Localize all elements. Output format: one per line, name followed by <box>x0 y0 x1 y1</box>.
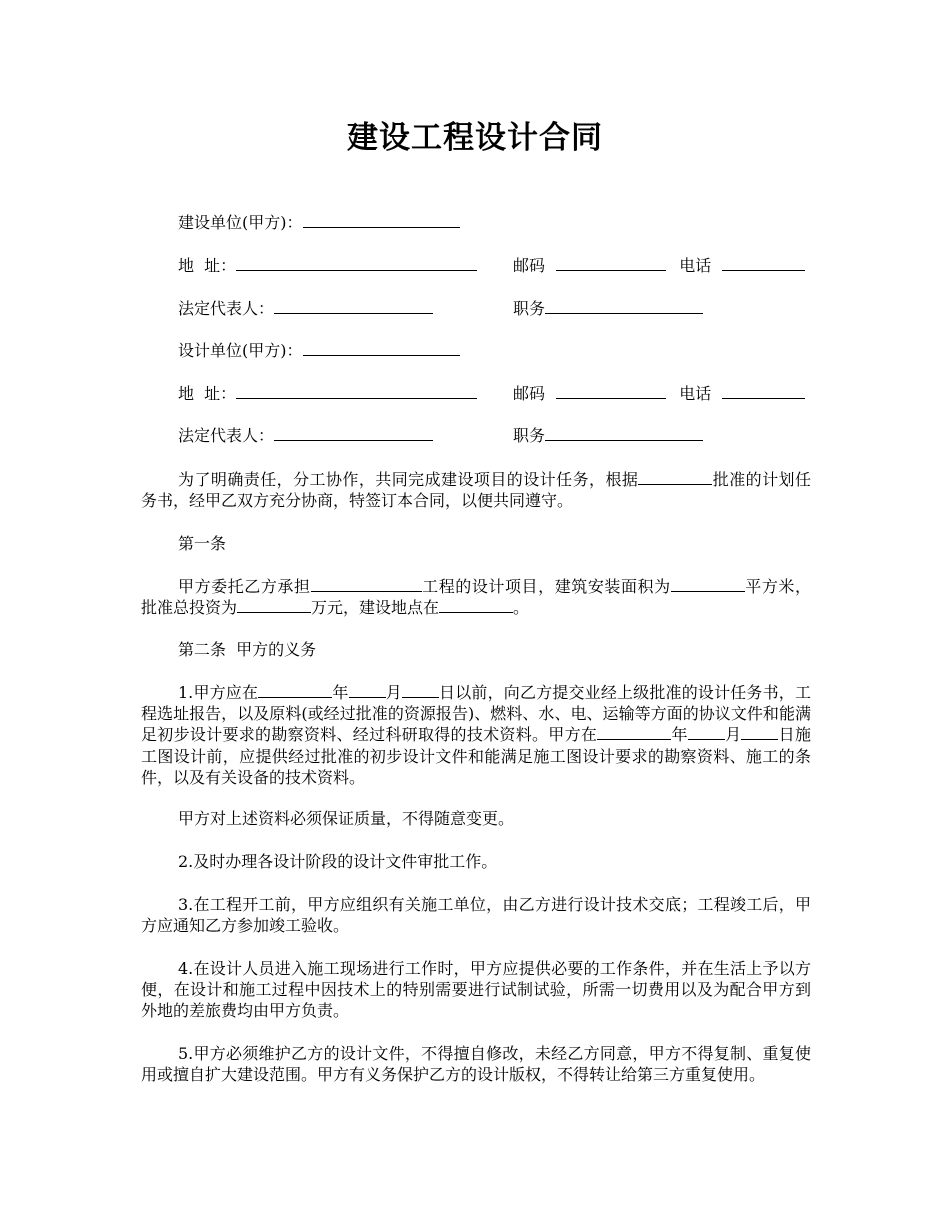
party-b-unit-row <box>178 341 460 361</box>
item1-text-f: 月 <box>724 725 742 745</box>
article2-heading-text: 第二条 甲方的义务 <box>178 640 317 659</box>
party-b-phone-blank[interactable] <box>722 384 805 399</box>
party-a-postcode-row <box>513 256 805 276</box>
area-blank[interactable] <box>671 577 745 592</box>
project-name-blank[interactable] <box>311 577 422 592</box>
article2-item4 <box>141 958 811 1022</box>
article1-text-d: 万元，建设地点在 <box>311 598 440 618</box>
article2-quality <box>141 808 811 829</box>
article1-paragraph <box>141 576 811 618</box>
item1-year2-blank[interactable] <box>597 725 671 740</box>
party-a-unit-blank[interactable] <box>303 213 460 228</box>
item1-text-d: 日以前，向乙方提交业经上级批准的设计任务书，工程选址报告，以及原料(或经过批准的资源报告)、燃料、水、电、运输等方面的协议文件和能满足初步设计要求的勘察资料、经过科研取得的技术资料。甲方在 <box>141 683 811 745</box>
document-title: 建设工程设计合同 <box>347 120 603 156</box>
item5-text: 5.甲方必须维护乙方的设计文件，不得擅自修改，未经乙方同意，甲方不得复制、重复使用或擅自扩大建设范围。甲方有义务保护乙方的设计版权，不得转让给第三方重复使用。 <box>141 1044 811 1085</box>
party-b-position-label: 职务 <box>513 426 546 445</box>
investment-blank[interactable] <box>237 598 311 613</box>
item1-text-e: 年 <box>671 725 688 745</box>
article2-heading <box>141 639 811 660</box>
party-a-rep-label: 法定代表人： <box>178 299 275 318</box>
article1-text-e: 。 <box>513 598 530 618</box>
party-a-address-blank[interactable] <box>236 256 477 271</box>
location-blank[interactable] <box>439 598 513 613</box>
party-a-position-label: 职务 <box>513 299 546 318</box>
item1-month2-blank[interactable] <box>688 725 725 740</box>
party-b-postcode-label: 邮码 <box>513 384 546 403</box>
article1-heading <box>141 533 811 554</box>
party-b-rep-blank[interactable] <box>274 426 433 441</box>
item1-text-a: 1.甲方应在 <box>178 683 259 702</box>
party-a-postcode-blank[interactable] <box>556 256 666 271</box>
preamble-paragraph <box>141 469 811 511</box>
article2-item5 <box>141 1043 811 1085</box>
party-b-unit-blank[interactable] <box>303 341 460 356</box>
item1-text-c: 月 <box>385 683 402 702</box>
article1-text-a: 甲方委托乙方承担 <box>178 577 311 596</box>
item1-day2-blank[interactable] <box>741 725 778 740</box>
party-b-position-row <box>513 426 703 446</box>
article1-heading-text: 第一条 <box>178 534 227 553</box>
party-a-address-row <box>178 256 477 276</box>
preamble-text-b: 批准的计划任务书，经甲乙双方充分协商，特签订本合同，以便共同遵守。 <box>141 470 811 511</box>
item1-month1-blank[interactable] <box>349 683 386 698</box>
party-a-unit-row <box>178 213 460 233</box>
item3-text: 3.在工程开工前，甲方应组织有关施工单位，由乙方进行设计技术交底；工程竣工后，甲方应通知乙方参加竣工验收。 <box>141 895 811 936</box>
party-a-unit-label: 建设单位(甲方)： <box>178 213 303 232</box>
item4-text: 4.在设计人员进入施工现场进行工作时，甲方应提供必要的工作条件，并在生活上予以方便，在设计和施工过程中因技术上的特别需要进行试制试验，所需一切费用以及为配合甲方到外地的差旅费均由甲方负责。 <box>141 959 811 1021</box>
quality-text: 甲方对上述资料必须保证质量，不得随意变更。 <box>178 809 515 828</box>
preamble-approver-blank[interactable] <box>638 470 712 485</box>
party-b-address-blank[interactable] <box>236 384 477 399</box>
party-a-rep-row <box>178 299 433 319</box>
item1-year1-blank[interactable] <box>258 683 332 698</box>
article2-item2 <box>141 851 811 872</box>
party-a-address-label: 地 址： <box>178 256 237 275</box>
party-a-position-blank[interactable] <box>545 299 703 314</box>
party-b-rep-label: 法定代表人： <box>178 426 275 445</box>
party-b-position-blank[interactable] <box>545 426 703 441</box>
item1-day1-blank[interactable] <box>402 683 439 698</box>
party-b-rep-row <box>178 426 433 446</box>
article2-item1 <box>141 682 811 788</box>
article2-item3 <box>141 894 811 936</box>
party-a-position-row <box>513 299 703 319</box>
article1-text-c: 平方米，批准总投资为 <box>141 577 811 618</box>
party-a-phone-blank[interactable] <box>722 256 805 271</box>
party-a-rep-blank[interactable] <box>274 299 433 314</box>
article1-text-b: 工程的设计项目，建筑安装面积为 <box>421 577 671 596</box>
party-b-unit-label: 设计单位(甲方)： <box>178 341 303 360</box>
item1-text-g: 日施工图设计前，应提供经过批准的初步设计文件和能满足施工图设计要求的勘察资料、施工的条件，以及有关设备的技术资料。 <box>141 725 811 787</box>
party-b-postcode-row <box>513 384 805 404</box>
party-b-postcode-blank[interactable] <box>556 384 666 399</box>
party-a-phone-label: 电话 <box>679 256 712 275</box>
preamble-text-a: 为了明确责任，分工协作，共同完成建设项目的设计任务，根据 <box>178 470 639 489</box>
item1-text-b: 年 <box>332 683 349 702</box>
item2-text: 2.及时办理各设计阶段的设计文件审批工作。 <box>178 852 498 871</box>
party-b-address-label: 地 址： <box>178 384 237 403</box>
party-a-postcode-label: 邮码 <box>513 256 546 275</box>
party-b-phone-label: 电话 <box>679 384 712 403</box>
party-b-address-row <box>178 384 477 404</box>
